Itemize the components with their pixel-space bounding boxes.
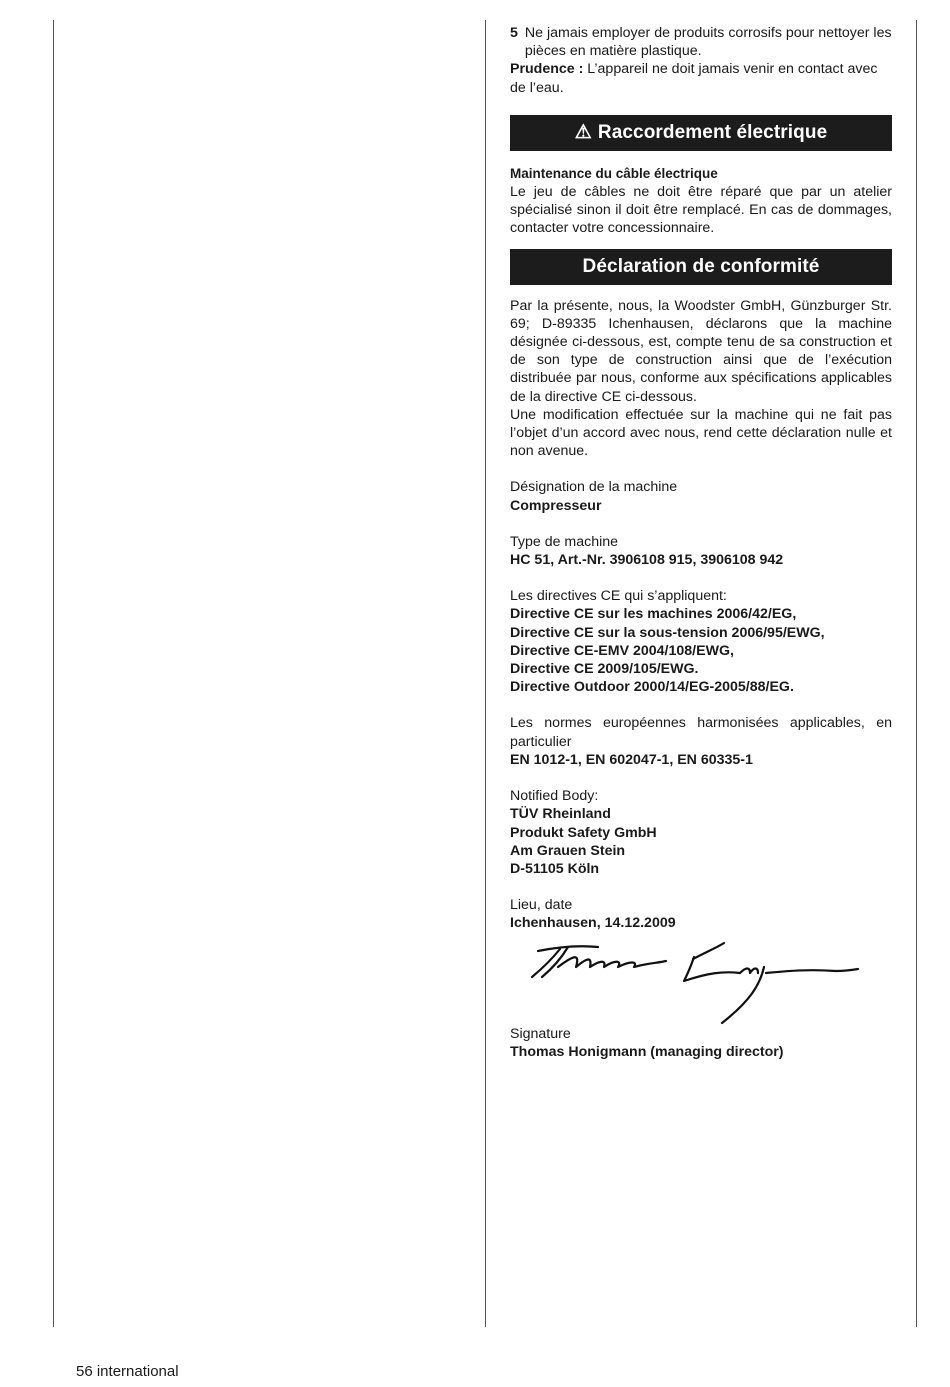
caution-text: L’appareil ne doit jamais venir en contact avec de l’eau. (510, 61, 878, 96)
designation-label: Désignation de la machine (510, 479, 678, 496)
declaration-paragraph-2: Une modification effectuée sur la machine qui ne fait pas l’objet d’un accord avec nous, rend cette déclaration nulle et non avenue. (510, 406, 892, 460)
cable-maintenance-text: Le jeu de câbles ne doit être réparé que par un atelier spécialisé sinon il doit être remplacé. En cas de dommages, contacter votre concessionnaire. (510, 184, 892, 237)
declaration-paragraph-1: Par la présente, nous, la Woodster GmbH, Günzburger Str. 69; D-89335 Ichenhausen, déclarons que la machine désignée ci-dessous, est, compte tenu de sa construction et de son type de construction ainsi que de l’exécution distribuée par nous, conforme aux spécifications applicables de la directive CE ci-dessous. (510, 297, 892, 405)
notified-body-line: D-51105 Köln (510, 860, 600, 877)
handwritten-signature-icon (518, 937, 863, 1029)
electric-section-header (510, 115, 892, 151)
item-number: 5 (510, 25, 518, 41)
directive-line: Directive Outdoor 2000/14/EG-2005/88/EG. (510, 679, 794, 696)
cable-maintenance-subhead: Maintenance du câble électrique (510, 165, 718, 181)
declaration-section-title: Déclaration de conformité (582, 255, 820, 277)
warning-icon: ⚠ (574, 121, 592, 143)
directive-line: Directive CE-EMV 2004/108/EWG, (510, 642, 734, 659)
right-column (510, 24, 892, 1061)
notified-body-label: Notified Body: (510, 788, 599, 805)
caution-paragraph (510, 60, 892, 96)
notified-body-line: TÜV Rheinland (510, 806, 611, 823)
machine-type-label: Type de machine (510, 533, 619, 550)
norms-value: EN 1012-1, EN 602047-1, EN 60335-1 (510, 751, 753, 768)
right-margin-rule (916, 20, 917, 1327)
place-date-label: Lieu, date (510, 897, 573, 914)
numbered-item (510, 24, 892, 60)
caution-label: Prudence : (510, 61, 584, 78)
signature-image (510, 933, 892, 1025)
page-footer: 56 international (76, 1363, 179, 1380)
signature-label: Signature (510, 1025, 571, 1042)
column-divider (485, 20, 486, 1327)
directive-line: Directive CE sur les machines 2006/42/EG, (510, 606, 797, 623)
machine-type-value: HC 51, Art.-Nr. 3906108 915, 3906108 942 (510, 552, 784, 569)
left-margin-rule (53, 20, 54, 1327)
directive-line: Directive CE sur la sous-tension 2006/95/EWG, (510, 624, 825, 641)
norms-label: Les normes européennes harmonisées applicables, en particulier (510, 715, 892, 750)
place-date-value: Ichenhausen, 14.12.2009 (510, 915, 676, 932)
directive-line: Directive CE 2009/105/EWG. (510, 661, 699, 678)
notified-body-line: Produkt Safety GmbH (510, 824, 657, 841)
designation-value: Compresseur (510, 497, 602, 514)
declaration-section-header (510, 249, 892, 285)
item-text: Ne jamais employer de produits corrosifs pour nettoyer les pièces en matière plastique. (524, 25, 892, 60)
electric-section-title: Raccordement électrique (597, 121, 828, 143)
signatory-name: Thomas Honigmann (managing director) (510, 1043, 784, 1060)
notified-body-line: Am Grauen Stein (510, 842, 626, 859)
directives-label: Les directives CE qui s’appliquent: (510, 588, 727, 605)
